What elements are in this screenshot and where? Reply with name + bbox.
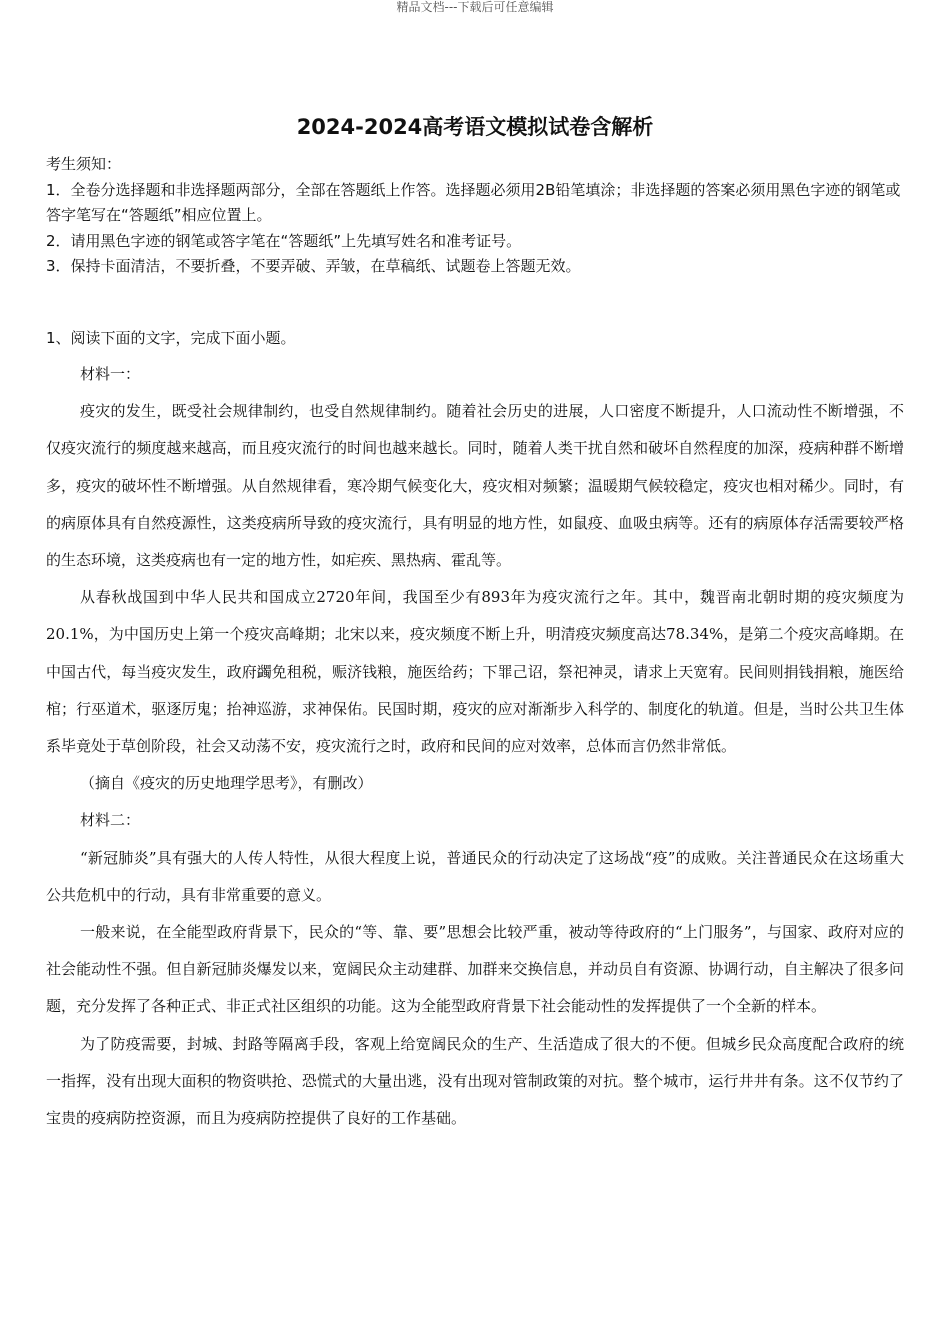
material-paragraph: 疫灾的发生，既受社会规律制约，也受自然规律制约。随着社会历史的进展，人口密度不断提升，人口流动性不断增强，不仅疫灾流行的频度越来越高，而且疫灾流行的时间也越来越长。同时，随着人类干扰自然和破坏自然程度的加深，疫病种群不断增多，疫灾的破坏性不断增强。从自然规律看，寒冷期气候变化大，疫灾相对频繁；温暖期气候较稳定，疫灾也相对稀少。同时，有的病原体具有自然疫源性，这类疫病所导致的疫灾流行，具有明显的地方性，如鼠疫、血吸虫病等。还有的病原体存活需要较严格的生态环境，这类疫病也有一定的地方性，如疟疾、黑热病、霍乱等。 [46,402,904,570]
notice-item: 1．全卷分选择题和非选择题两部分，全部在答题纸上作答。选择题必须用2B铅笔填涂；非选择题的答案必须用黑色字迹的钢笔或答字笔写在“答题纸”相应位置上。 [46,180,901,224]
page-header-note: 精品文档---下载后可任意编辑 [396,0,554,14]
notice-item: 3．保持卡面清洁，不要折叠，不要弄破、弄皱，在草稿纸、试题卷上答题无效。 [46,257,581,275]
material-paragraph: 从春秋战国到中华人民共和国成立2720年间，我国至少有893年为疫灾流行之年。其中，魏晋南北朝时期的疫灾频度为20.1%，为中国历史上第一个疫灾高峰期；北宋以来，疫灾频度不断上升，明清疫灾频度高达78.34%，是第二个疫灾高峰期。在中国古代，每当疫灾发生，政府蠲免租税，赈济钱粮，施医给药；下罪己诏，祭祀神灵，请求上天宽宥。民间则捐钱捐粮，施医给棺；行巫道术，驱逐厉鬼；抬神巡游，求神保佑。民国时期，疫灾的应对渐渐步入科学的、制度化的轨道。但是，当时公共卫生体系毕竟处于草创阶段，社会又动荡不安，疫灾流行之时，政府和民间的应对效率，总体而言仍然非常低。 [46,588,904,756]
material-paragraph: “新冠肺炎”具有强大的人传人特性，从很大程度上说，普通民众的行动决定了这场战“疫”的成败。关注普通民众在这场重大公共危机中的行动，具有非常重要的意义。 [46,848,904,904]
material-paragraph: 一般来说，在全能型政府背景下，民众的“等、靠、要”思想会比较严重，被动等待政府的“上门服务”，与国家、政府对应的社会能动性不强。但自新冠肺炎爆发以来，宽阔民众主动建群、加群来交换信息，并动员自有资源、协调行动，自主解决了很多问题，充分发挥了各种正式、非正式社区组织的功能。这为全能型政府背景下社会能动性的发挥提供了一个全新的样本。 [46,923,904,1016]
question-heading: 1、阅读下面的文字，完成下面小题。 [46,329,296,347]
page-title: 2024-2024高考语文模拟试卷含解析 [296,115,654,139]
material-paragraph: 为了防疫需要，封城、封路等隔离手段，客观上给宽阔民众的生产、生活造成了很大的不便。但城乡民众高度配合政府的统一指挥，没有出现大面积的物资哄抢、恐慌式的大量出逃，没有出现对管制政策的对抗。整个城市，运行井井有条。这不仅节约了宝贵的疫病防控资源，而且为疫病防控提供了良好的工作基础。 [46,1034,904,1128]
reading-passage [46,326,904,1137]
notice-heading: 考生须知： [46,155,122,173]
material-label: 材料二： [80,811,141,830]
notice-item: 2．请用黑色字迹的钢笔或答字笔在“答题纸”上先填写姓名和准考证号。 [46,231,522,250]
exam-notice [46,152,904,280]
material-label: 材料一： [80,365,141,383]
material-source: （摘自《疫灾的历史地理学思考》，有删改） [80,774,373,793]
